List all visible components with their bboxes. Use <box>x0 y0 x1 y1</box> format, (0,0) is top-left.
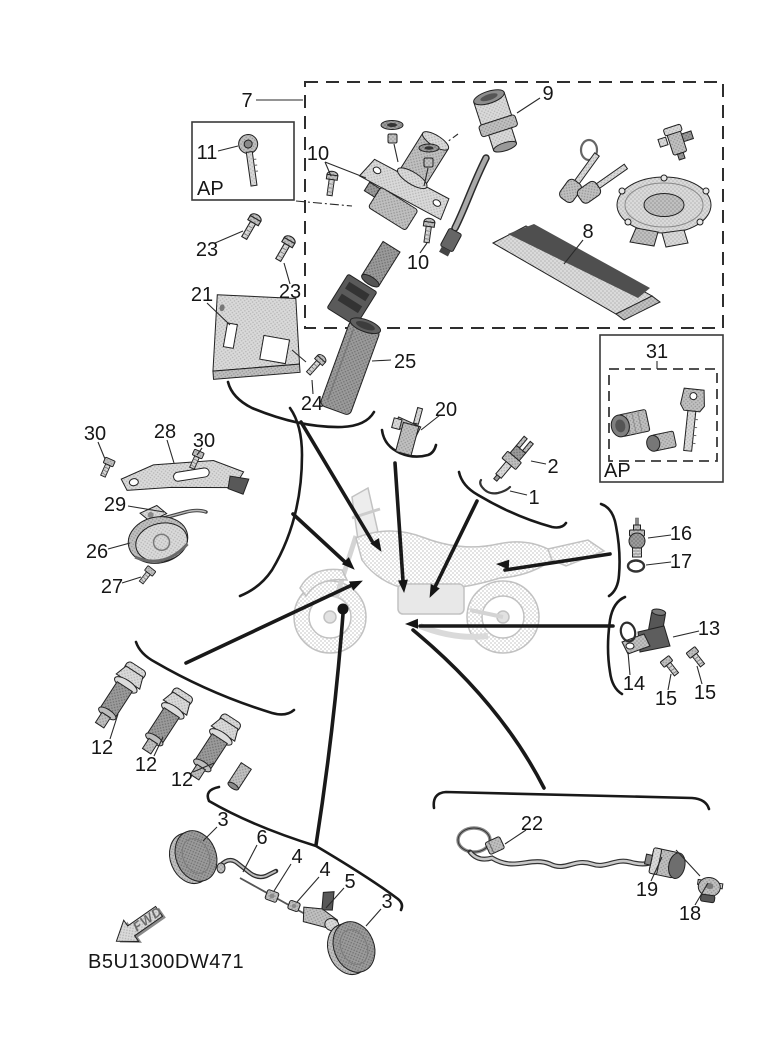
part-9-steering-lock <box>437 86 524 258</box>
svg-text:30: 30 <box>83 423 107 445</box>
callout-27 <box>101 576 141 598</box>
svg-text:3: 3 <box>217 809 229 831</box>
leader-horn-group <box>293 514 345 562</box>
callout-9 <box>517 83 554 113</box>
part-30-bolt-a <box>98 457 115 478</box>
svg-text:26: 26 <box>85 541 109 563</box>
fwd-direction-arrow <box>109 899 170 954</box>
part-17-oring <box>628 561 644 572</box>
helmet-lock <box>656 121 699 164</box>
key-box-ap-label: AP <box>197 178 224 200</box>
svg-text:29: 29 <box>103 494 127 516</box>
part-11-key <box>237 133 263 187</box>
leader-bottom-right-group <box>413 630 544 788</box>
callout-16 <box>648 523 692 545</box>
svg-text:9: 9 <box>542 83 554 105</box>
part-18-cap <box>695 876 723 904</box>
leader-lines <box>186 422 613 845</box>
svg-text:14: 14 <box>622 673 646 695</box>
callout-22 <box>505 813 543 844</box>
callout-31: 31 <box>645 341 669 363</box>
part-27-bolt <box>137 566 156 586</box>
key-inset-box <box>192 122 294 200</box>
part-24-screw <box>304 353 327 377</box>
svg-text:16: 16 <box>669 523 693 545</box>
svg-text:23: 23 <box>278 281 302 303</box>
part-22-clamp <box>485 836 505 855</box>
svg-text:1: 1 <box>528 487 540 509</box>
lock-set-box-ap-label: AP <box>604 460 631 482</box>
callout-26 <box>86 541 130 563</box>
svg-text:18: 18 <box>678 903 702 925</box>
svg-text:25: 25 <box>394 351 417 373</box>
part-3-damper-a <box>162 824 224 889</box>
bottom-right-group <box>458 828 723 904</box>
part-2-sensor <box>488 434 535 485</box>
svg-text:2: 2 <box>547 456 559 478</box>
svg-text:20: 20 <box>434 399 458 421</box>
svg-text:3: 3 <box>381 891 393 913</box>
callout-2 <box>531 456 559 478</box>
callout-6 <box>243 827 268 872</box>
callout-24 <box>301 380 323 415</box>
callout-20 <box>421 399 457 430</box>
callout-17 <box>646 551 692 573</box>
svg-text:22: 22 <box>520 813 544 835</box>
part-31-lock-cylinder-set <box>609 388 706 453</box>
callout-1 <box>510 487 540 509</box>
svg-text:15: 15 <box>693 682 717 704</box>
callout-30a <box>84 423 106 459</box>
leader-ignition-group <box>301 422 372 541</box>
part-1-clip <box>480 480 510 493</box>
svg-text:15: 15 <box>654 688 678 710</box>
callout-7: 7 <box>241 90 253 112</box>
part-7-main-switch-assembly <box>239 112 477 326</box>
callout-4a <box>274 846 303 891</box>
part-4-nut-a <box>265 889 280 903</box>
callout-25 <box>372 351 416 373</box>
fuel-tank-cap <box>617 175 711 247</box>
part-19-sensor-body <box>643 846 688 880</box>
callout-3a <box>203 809 229 841</box>
svg-text:19: 19 <box>635 879 659 901</box>
part-25-cover-boot <box>320 315 383 416</box>
svg-text:13: 13 <box>697 618 721 640</box>
part-13-sensor-bracket <box>622 608 670 654</box>
part-15-bolt-b <box>686 647 707 669</box>
part-4-nut-b <box>287 900 300 912</box>
callout-23a <box>196 231 243 261</box>
part-12-injectors <box>88 659 251 792</box>
svg-text:4: 4 <box>291 846 303 868</box>
callout-14 <box>623 652 645 695</box>
svg-text:5: 5 <box>344 871 356 893</box>
lock-set-inset-box <box>600 335 723 482</box>
part-16-temp-sensor <box>629 518 645 557</box>
svg-text:12: 12 <box>134 754 158 776</box>
svg-text:10: 10 <box>406 252 430 274</box>
svg-text:28: 28 <box>153 421 177 443</box>
callout-23b <box>279 263 301 303</box>
svg-text:10: 10 <box>306 143 330 165</box>
wire-harness <box>470 852 652 867</box>
callout-3b <box>366 891 393 926</box>
svg-text:30: 30 <box>192 430 216 452</box>
svg-text:6: 6 <box>256 827 268 849</box>
svg-text:12: 12 <box>170 769 194 791</box>
fwd-label: FWD <box>129 903 166 935</box>
callout-30b <box>193 430 215 455</box>
svg-text:21: 21 <box>190 284 214 306</box>
part-6-lever <box>217 860 276 877</box>
svg-text:24: 24 <box>300 393 324 415</box>
svg-text:4: 4 <box>319 859 331 881</box>
callout-28 <box>154 421 176 463</box>
callout-15b <box>694 666 716 704</box>
callout-11: 11 <box>196 142 218 164</box>
drawing-code: B5U1300DW471 <box>88 951 245 973</box>
svg-text:12: 12 <box>90 737 114 759</box>
svg-text:27: 27 <box>100 576 124 598</box>
callout-10b <box>407 243 429 274</box>
callout-13 <box>673 618 720 640</box>
svg-text:8: 8 <box>582 221 594 243</box>
callout-15a <box>655 674 677 710</box>
svg-text:17: 17 <box>669 551 693 573</box>
part-28-horn-bracket <box>120 451 251 513</box>
svg-text:23: 23 <box>195 239 219 261</box>
